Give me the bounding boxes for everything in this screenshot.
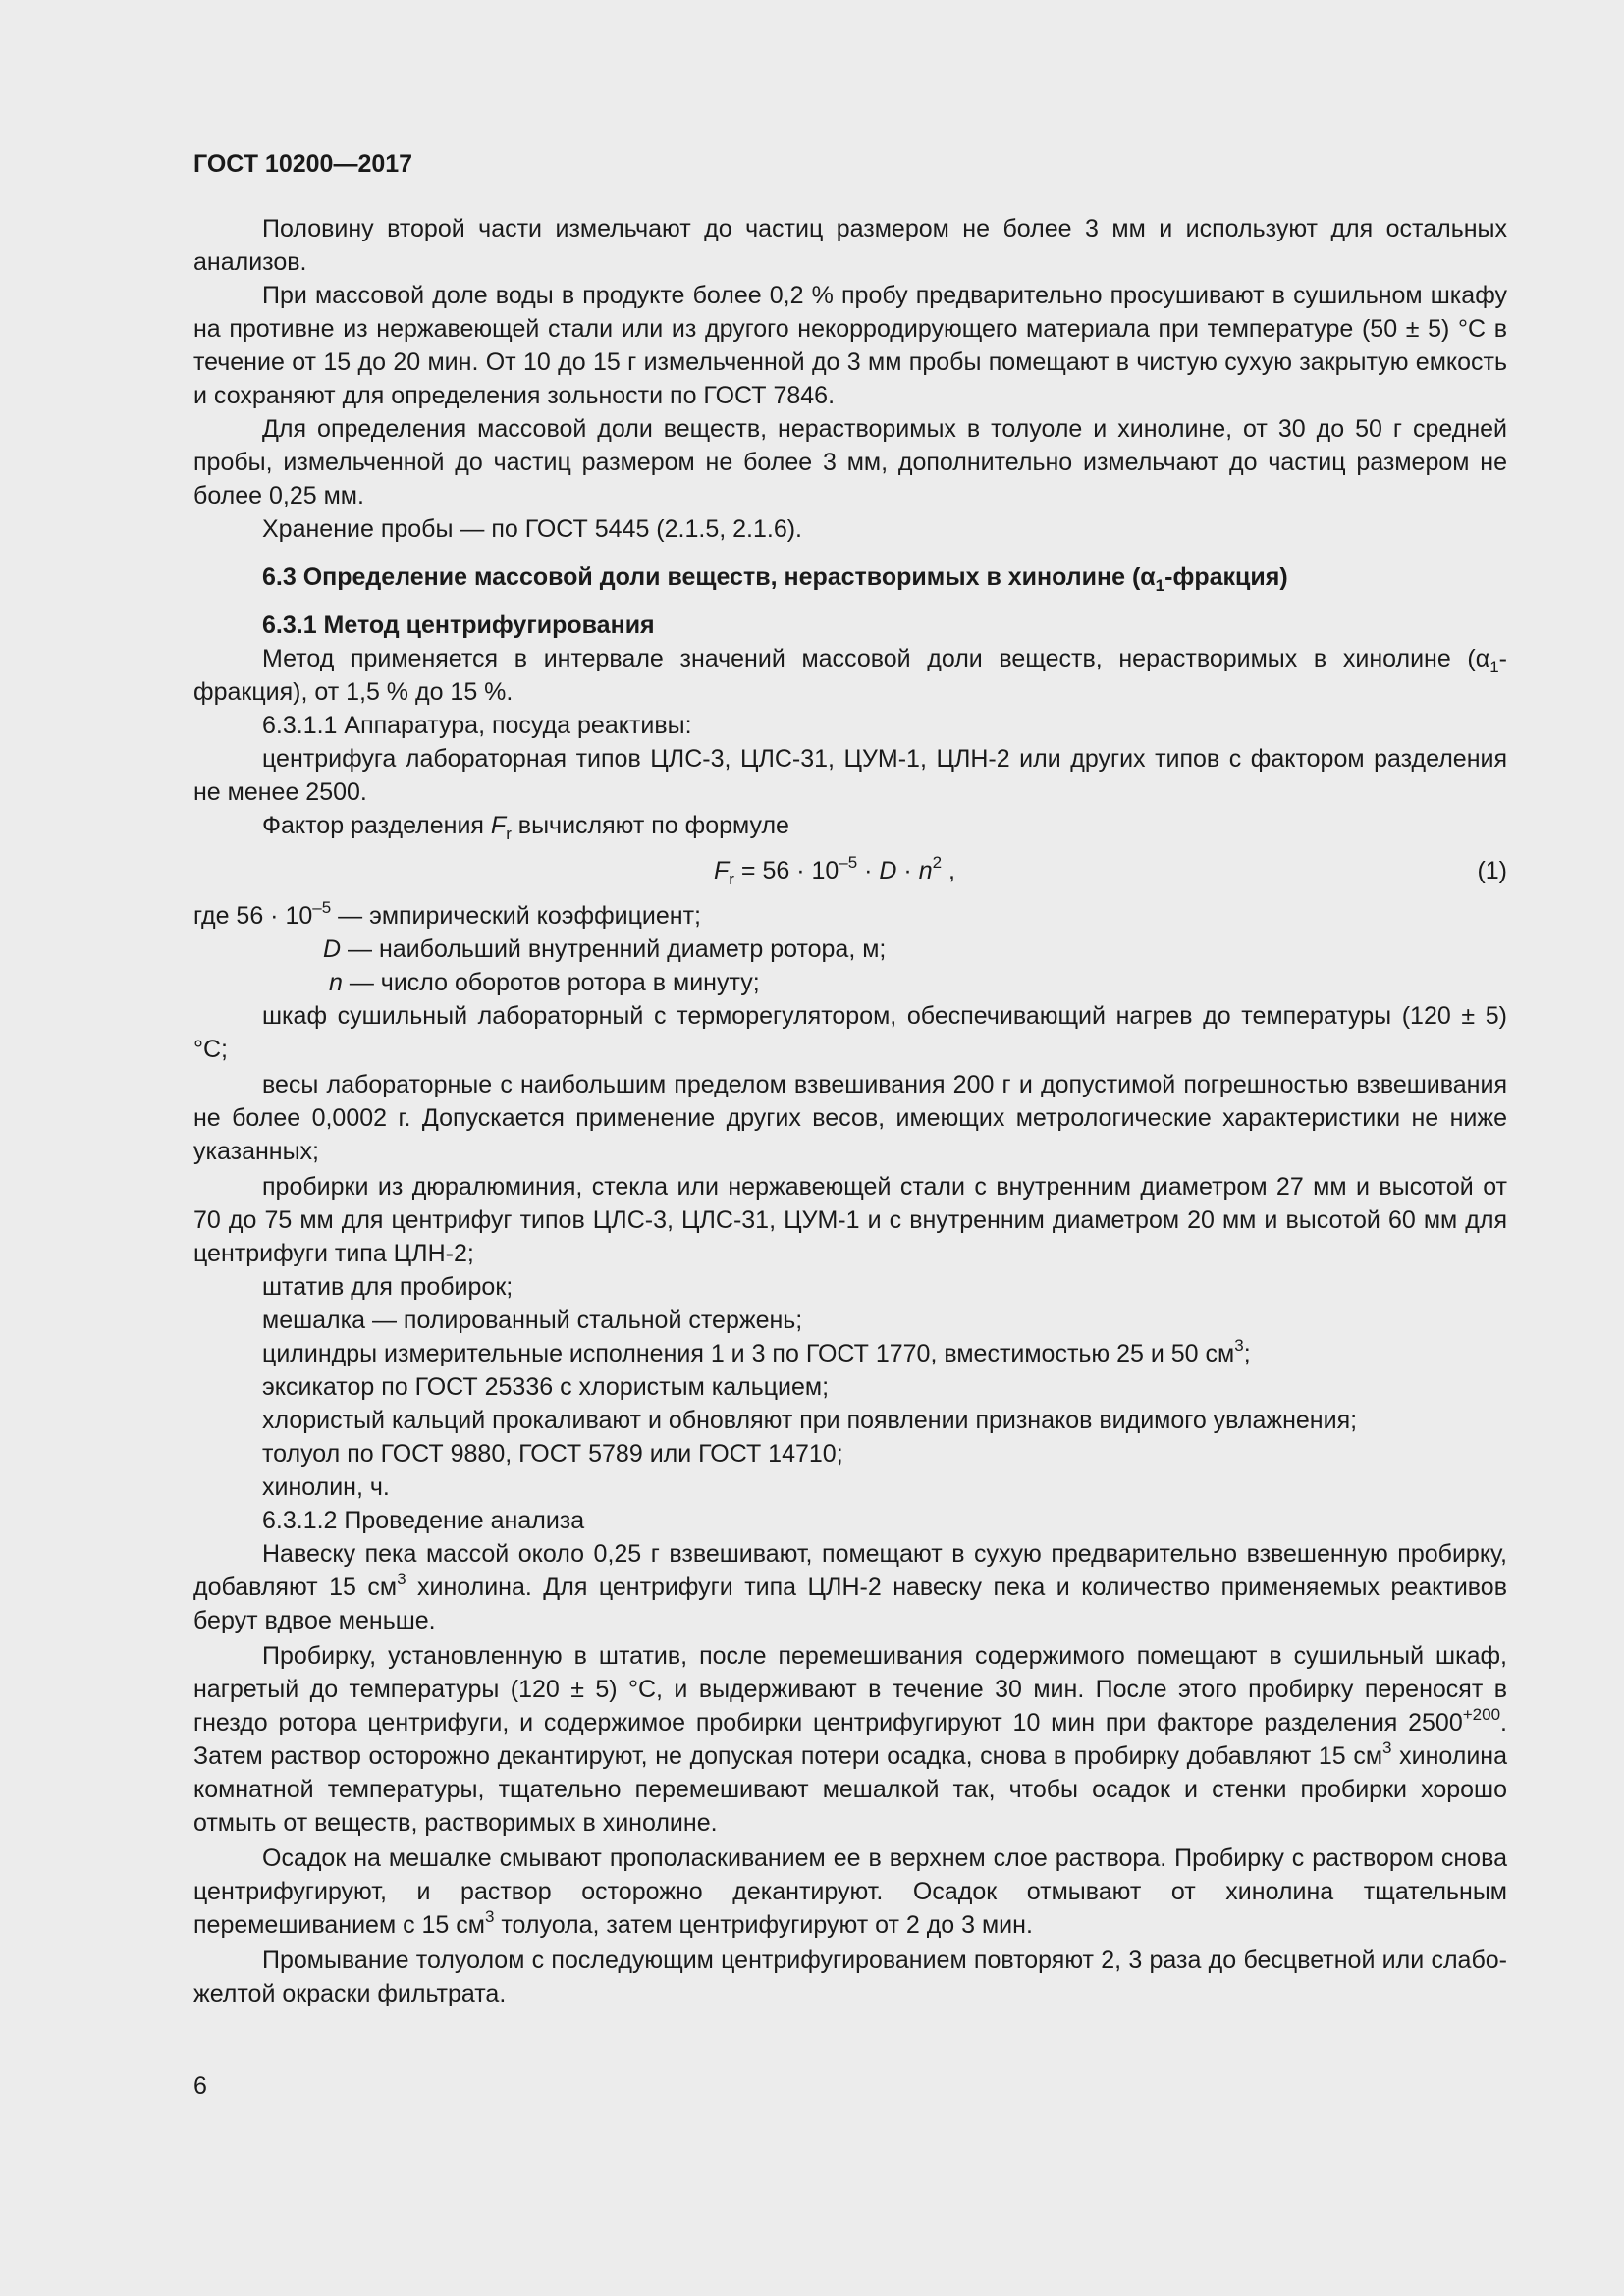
- paragraph: весы лабораторные с наибольшим пределом взвешивания 200 г и допустимой погрешностью взвешивания не более 0,0002 г. Допускается применение других весов, имеющих метрологические характеристики не ниже указанных;: [193, 1071, 1507, 1165]
- paragraph: цилиндры измерительные исполнения 1 и 3 по ГОСТ 1770, вместимостью 25 и 50 $см^3$;: [262, 1336, 1251, 1367]
- document-header: ГОСТ 10200—2017: [193, 150, 413, 178]
- formula: $F_r = 56 \cdot 10^{-5} \cdot D \cdot n^2$ ,: [714, 853, 955, 888]
- subsection-heading-6-3-1: 6.3.1 Метод центрифугирования: [262, 612, 655, 639]
- page-number: 6: [193, 2072, 207, 2100]
- paragraph: 6.3.1.2 Проведение анализа: [262, 1507, 585, 1534]
- paragraph: хинолин, ч.: [262, 1473, 390, 1501]
- formula-definition-d: D — наибольший внутренний диаметр ротора, м;: [323, 935, 887, 963]
- paragraph: Метод применяется в интервале значений массовой доли веществ, нерастворимых в хинолине $(\alpha_1-фракция)$, от 1,5 % до 15 %.: [193, 645, 1507, 706]
- formula-where: где $56 \cdot 10^{-5}$ — эмпирический коэффициент;: [193, 898, 702, 930]
- section-heading-6-3: 6.3 Определение массовой доли веществ, нерастворимых в хинолине $(\alpha_1-фракция)$: [262, 563, 1288, 595]
- paragraph: пробирки из дюралюминия, стекла или нержавеющей стали с внутренним диаметром 27 мм и высотой от 70 до 75 мм для центрифуг типов ЦЛС-3, ЦЛС-31, ЦУМ-1 и с внутренним диаметром 20 мм и высотой 60 мм для центрифуги типа ЦЛН-2;: [193, 1173, 1507, 1267]
- paragraph: штатив для пробирок;: [262, 1273, 514, 1301]
- paragraph: мешалка — полированный стальной стержень;: [262, 1307, 803, 1334]
- paragraph: Осадок на мешалке смывают прополаскиванием ее в верхнем слое раствора. Пробирку с раствором снова центрифугируют, и раствор осторожно декантируют. Осадок отмывают от хинолина тщательным перемешиванием с 15 $см^3$ толуола, затем центрифугируют от 2 до 3 мин.: [193, 1844, 1507, 1939]
- paragraph: Промывание толуолом с последующим центрифугированием повторяют 2, 3 раза до бесцветной или слабо-желтой окраски фильтрата.: [193, 1947, 1507, 2007]
- paragraph: Хранение пробы — по ГОСТ 5445 (2.1.5, 2.1.6).: [262, 515, 802, 543]
- paragraph: Для определения массовой доли веществ, нерастворимых в толуоле и хинолине, от 30 до 50 г средней пробы, измельченной до частиц размером не более 3 мм, дополнительно измельчают до частиц размером не более 0,25 мм.: [193, 415, 1507, 509]
- paragraph: Половину второй части измельчают до частиц размером не более 3 мм и используют для остальных анализов.: [193, 215, 1507, 276]
- formula-number: (1): [1477, 857, 1507, 884]
- formula-row: [193, 850, 1507, 893]
- paragraph: 6.3.1.1 Аппаратура, посуда реактивы:: [262, 712, 692, 739]
- paragraph: хлористый кальций прокаливают и обновляют при появлении признаков видимого увлажнения;: [262, 1407, 1358, 1434]
- formula-definition-n: n — число оборотов ротора в минуту;: [329, 969, 760, 996]
- document-page: [193, 147, 1507, 2010]
- paragraph: Фактор разделения $F_r$ вычисляют по формуле: [262, 812, 789, 843]
- paragraph: центрифуга лабораторная типов ЦЛС-3, ЦЛС-31, ЦУМ-1, ЦЛН-2 или других типов с фактором разделения не менее 2500.: [193, 745, 1507, 806]
- paragraph: толуол по ГОСТ 9880, ГОСТ 5789 или ГОСТ 14710;: [262, 1440, 843, 1468]
- paragraph: шкаф сушильный лабораторный с терморегулятором, обеспечивающий нагрев до температуры (120 ± 5) °С;: [193, 1002, 1507, 1063]
- paragraph: эксикатор по ГОСТ 25336 с хлористым кальцием;: [262, 1373, 830, 1401]
- paragraph: Навеску пека массой около 0,25 г взвешивают, помещают в сухую предварительно взвешенную пробирку, добавляют 15 $см^3$ хинолина. Для центрифуги типа ЦЛН-2 навеску пека и количество применяемых реактивов берут вдвое меньше.: [193, 1540, 1507, 1634]
- paragraph: При массовой доле воды в продукте более 0,2 % пробу предварительно просушивают в сушильном шкафу на противне из нержавеющей стали или из другого некорродирующего материала при температуре (50 ± 5) °С в течение от 15 до 20 мин. От 10 до 15 г измельченной до 3 мм пробы помещают в чистую сухую закрытую емкость и сохраняют для определения зольности по ГОСТ 7846.: [193, 282, 1507, 409]
- paragraph: Пробирку, установленную в штатив, после перемешивания содержимого помещают в сушильный шкаф, нагретый до температуры (120 ± 5) °С, и выдерживают в течение 30 мин. После этого пробирку переносят в гнездо ротора центрифуги, и содержимое пробирки центрифугируют 10 мин при факторе разделения $2500^{+200}$. Затем раствор осторожно декантируют, не допуская потери осадка, снова в пробирку добавляют 15 $см^3$ хинолина комнатной температуры, тщательно перемешивают мешалкой так, чтобы осадок и стенки пробирки хорошо отмыть от веществ, растворимых в хинолине.: [193, 1642, 1507, 1837]
